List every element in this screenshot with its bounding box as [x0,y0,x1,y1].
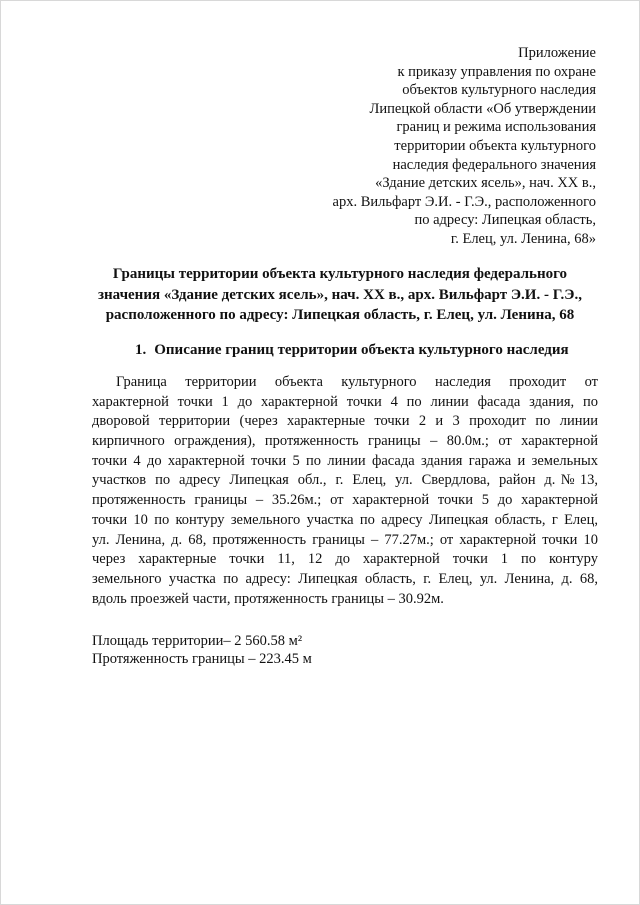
description-line: Граница территории объекта культурного наследия проходит от [116,374,598,390]
description-line: точки 4 до характерной точки 5 по линии фасада здания гаража и земельных [92,452,598,469]
section-number: 1. [135,342,147,358]
appendix-line: Липецкой области «Об утверждении [369,100,596,117]
appendix-line: арх. Вильфарт Э.И. - Г.Э., расположенного [332,193,596,210]
description-line: вдоль проезжей части, протяженность границы – 30.92м. [92,590,444,607]
description-line: через характерные точки 11, 12 до характерной точки 1 по контуру [92,551,598,568]
description-line: ул. Ленина, д. 68, протяженность границы – 77.27м.; от характерной точки 10 [92,531,598,548]
description-line: характерной точки 1 до характерной точки 4 по линии фасада здания, по [92,393,598,410]
appendix-line: к приказу управления по охране [397,63,596,80]
title-line: значения «Здание детских ясель», нач. XX в., арх. Вильфарт Э.И. - Г.Э., [98,286,582,303]
section-heading [135,340,569,360]
title-line: Границы территории объекта культурного наследия федерального [112,266,568,282]
boundary-description [92,373,598,609]
appendix-line: границ и режима использования [396,119,596,136]
appendix-line: «Здание детских ясель», нач. XX в., [375,175,596,192]
boundary-length: Протяженность границы – 223.45 м [92,651,312,667]
appendix-line: Приложение [518,45,596,61]
description-line: кирпичного ограждения), протяженность границы – 80.0м.; от характерной [92,433,598,450]
description-line: протяженность границы – 35.26м.; от характерной точки 5 до характерной [92,492,598,509]
description-line: точки 10 по контуру земельного участка по адресу Липецкая область, г Елец, [92,511,598,528]
description-line: участков по адресу Липецкая обл., г. Елец, ул. Свердлова, район д.№13, [92,472,598,489]
appendix-line: по адресу: Липецкая область, [414,212,596,229]
appendix-line: территории объекта культурного [394,137,596,154]
territory-area: Площадь территории– 2 560.58 м² [92,633,303,649]
summary-block [92,632,312,668]
appendix-line: г. Елец, ул. Ленина, 68» [450,230,596,247]
description-line: дворовой территории (через характерные точки 2 и 3 проходит по линии [92,413,598,430]
appendix-line: объектов культурного наследия [402,82,596,99]
title-line: расположенного по адресу: Липецкая область, г. Елец, ул. Ленина, 68 [105,307,575,323]
section-heading-text: Описание границ территории объекта культурного наследия [154,342,569,358]
description-line: земельного участка по адресу: Липецкая область, г. Елец, ул. Ленина, д. 68, [92,570,598,587]
appendix-line: наследия федерального значения [392,156,596,173]
document-title [60,264,620,326]
appendix-block [276,44,596,249]
